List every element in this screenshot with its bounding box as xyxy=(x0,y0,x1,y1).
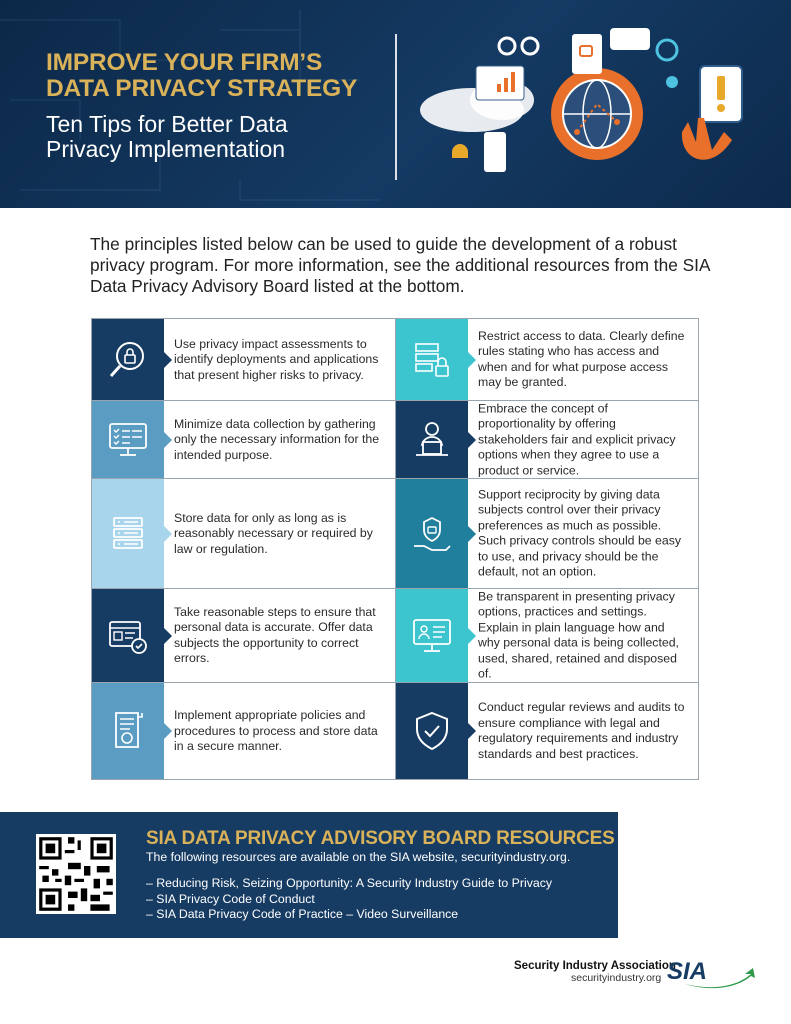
tip-card xyxy=(396,683,698,779)
data-collection-icon xyxy=(106,418,150,462)
tip-text: Use privacy impact assessments to identify deployments and applications that present higher risks to privacy. xyxy=(174,336,379,382)
tip-card xyxy=(92,589,395,683)
tip-card xyxy=(396,589,698,683)
privacy-illustration xyxy=(412,22,762,192)
tip-card xyxy=(92,319,395,401)
intro-paragraph: The principles listed below can be used to guide the development of a robust privacy program. For more information, see the additional resources from the SIA Data Privacy Advisory Board listed at the bottom. xyxy=(90,234,710,296)
tip-text: Be transparent in presenting privacy options, practices and settings. Explain in plain language how and why personal data is being collected, used, shared, retained and disposed of. xyxy=(478,589,679,681)
page-subtitle: Ten Tips for Better Data Privacy Implementation xyxy=(46,111,288,162)
sia-logo-text: SIA xyxy=(667,958,708,985)
page-title: IMPROVE YOUR FIRM’S DATA PRIVACY STRATEGY xyxy=(46,49,358,102)
resources-subtitle: The following resources are available on the SIA website, securityindustry.org. xyxy=(146,850,571,864)
resources-panel xyxy=(0,812,618,938)
header-banner xyxy=(0,0,791,208)
org-url[interactable]: securityindustry.org xyxy=(571,972,662,984)
tip-text: Conduct regular reviews and audits to ensure compliance with legal and regulatory requirements and industry standards and best practices. xyxy=(478,700,685,761)
restrict-access-icon xyxy=(410,338,454,382)
tips-grid xyxy=(91,318,699,780)
resource-link[interactable]: – Reducing Risk, Seizing Opportunity: A Security Industry Guide to Privacy xyxy=(146,876,552,890)
tip-text: Support reciprocity by giving data subjects control over their privacy preferences as much as possible. Such privacy controls should be easy to use, and privacy should be the default, not an option. xyxy=(478,487,682,579)
tip-card xyxy=(396,319,698,401)
tip-card xyxy=(396,479,698,589)
tip-card xyxy=(92,683,395,779)
data-accuracy-icon xyxy=(106,614,150,658)
sia-logo xyxy=(665,952,757,992)
compliance-shield-icon xyxy=(410,709,454,753)
tip-text: Restrict access to data. Clearly define rules stating who has access and when and for what purpose access may be granted. xyxy=(478,328,685,389)
tip-card xyxy=(396,401,698,479)
transparency-icon xyxy=(410,614,454,658)
header-divider xyxy=(395,34,397,180)
tip-card xyxy=(92,401,395,479)
data-storage-icon xyxy=(106,512,150,556)
org-name: Security Industry Association xyxy=(514,960,676,972)
tip-text: Store data for only as long as is reasonably necessary or required by law or regulation. xyxy=(174,510,373,556)
resource-link[interactable]: – SIA Data Privacy Code of Practice – Video Surveillance xyxy=(146,907,459,921)
tip-card xyxy=(92,479,395,589)
tip-text: Implement appropriate policies and procedures to process and store data in a secure manner. xyxy=(174,707,378,753)
resources-list xyxy=(146,876,552,923)
privacy-assessment-icon xyxy=(106,338,150,382)
tip-text: Take reasonable steps to ensure that personal data is accurate. Offer data subjects the opportunity to correct errors. xyxy=(174,604,376,665)
tip-text: Minimize data collection by gathering only the necessary information for the intended purpose. xyxy=(174,416,380,462)
resources-title: SIA DATA PRIVACY ADVISORY BOARD RESOURCES xyxy=(146,828,615,849)
proportionality-icon xyxy=(410,418,454,462)
policies-icon xyxy=(106,709,150,753)
tip-text: Embrace the concept of proportionality by offering stakeholders fair and explicit privacy options when they agree to use a product or service. xyxy=(478,400,676,477)
reciprocity-icon xyxy=(410,512,454,556)
resource-link[interactable]: – SIA Privacy Code of Conduct xyxy=(146,891,315,906)
qr-code[interactable] xyxy=(36,834,116,914)
grid-divider xyxy=(395,319,396,779)
